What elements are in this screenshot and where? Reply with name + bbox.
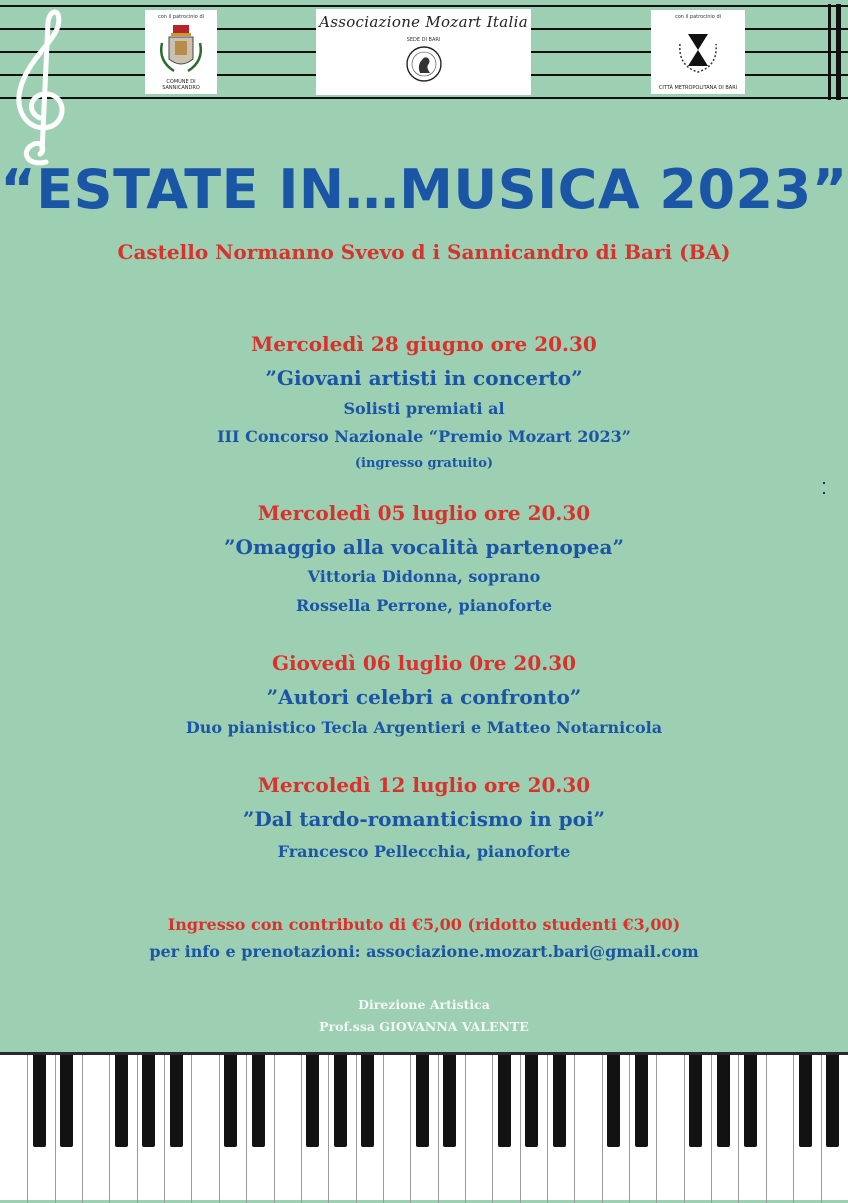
piano-white-key-divider [55, 1055, 56, 1203]
ticket-info: Ingresso con contributo di €5,00 (ridotto studenti €3,00) [0, 915, 848, 934]
event-2-date: Mercoledì 05 luglio ore 20.30 [0, 501, 848, 525]
piano-keyboard-icon [0, 1052, 848, 1200]
piano-black-key [252, 1055, 265, 1147]
piano-black-key [635, 1055, 648, 1147]
event-title: “ESTATE IN…MUSICA 2023” [0, 158, 848, 221]
piano-black-key [498, 1055, 511, 1147]
piano-white-key-divider [82, 1055, 83, 1203]
piano-white-key-divider [766, 1055, 767, 1203]
piano-white-key-divider [547, 1055, 548, 1203]
piano-black-key [826, 1055, 839, 1147]
piano-black-key [115, 1055, 128, 1147]
event-2-title: ”Omaggio alla vocalità partenopea” [0, 535, 848, 559]
piano-white-key-divider [219, 1055, 220, 1203]
event-1-note: (ingresso gratuito) [0, 456, 848, 471]
piano-black-key [443, 1055, 456, 1147]
piano-white-key-divider [602, 1055, 603, 1203]
piano-black-key [416, 1055, 429, 1147]
event-3-detail-1: Duo pianistico Tecla Argentieri e Matteo Notarnicola [0, 718, 848, 737]
piano-white-key-divider [574, 1055, 575, 1203]
piano-black-key [306, 1055, 319, 1147]
piano-black-key [799, 1055, 812, 1147]
decorative-specks [820, 482, 828, 496]
piano-white-key-divider [711, 1055, 712, 1203]
piano-white-key-divider [465, 1055, 466, 1203]
piano-black-key [689, 1055, 702, 1147]
piano-white-key-divider [410, 1055, 411, 1203]
piano-white-key-divider [274, 1055, 275, 1203]
citta-metropolitana-logo [651, 10, 745, 94]
staff-barline [828, 4, 831, 100]
piano-white-key-divider [383, 1055, 384, 1203]
associazione-seal-caption: SEDE DI BARI [407, 37, 441, 43]
piano-black-key [607, 1055, 620, 1147]
event-3-date: Giovedì 06 luglio 0re 20.30 [0, 651, 848, 675]
piano-black-key [334, 1055, 347, 1147]
venue-subtitle: Castello Normanno Svevo d i Sannicandro di Bari (BA) [0, 240, 848, 264]
piano-black-key [142, 1055, 155, 1147]
event-2-detail-2: Rossella Perrone, pianoforte [0, 596, 848, 615]
mozart-seal-icon [404, 44, 444, 84]
piano-white-key-divider [191, 1055, 192, 1203]
direction-name: Prof.ssa GIOVANNA VALENTE [0, 1019, 848, 1034]
comune-logo [145, 10, 217, 94]
piano-white-key-divider [684, 1055, 685, 1203]
piano-white-key-divider [492, 1055, 493, 1203]
comune-crest-icon [156, 23, 206, 77]
associazione-name: Associazione Mozart Italia [319, 13, 528, 31]
event-1-date: Mercoledì 28 giugno ore 20.30 [0, 332, 848, 356]
event-1-detail-2: III Concorso Nazionale “Premio Mozart 2023” [0, 427, 848, 446]
piano-black-key [744, 1055, 757, 1147]
piano-white-key-divider [109, 1055, 110, 1203]
event-3-title: ”Autori celebri a confronto” [0, 685, 848, 709]
piano-black-key [361, 1055, 374, 1147]
piano-white-key-divider [629, 1055, 630, 1203]
event-4-detail-1: Francesco Pellecchia, pianoforte [0, 842, 848, 861]
comune-logo-caption-bottom: COMUNE DI SANNICANDRO [148, 79, 214, 91]
event-2-detail-1: Vittoria Didonna, soprano [0, 567, 848, 586]
piano-white-key-divider [821, 1055, 822, 1203]
piano-black-key [33, 1055, 46, 1147]
piano-black-key [717, 1055, 730, 1147]
piano-white-key-divider [438, 1055, 439, 1203]
piano-white-key-divider [137, 1055, 138, 1203]
staff-barline-end [836, 4, 841, 100]
piano-white-key-divider [246, 1055, 247, 1203]
citta-metropolitana-emblem-icon [676, 30, 720, 76]
event-1-title: ”Giovani artisti in concerto” [0, 366, 848, 390]
piano-black-key [224, 1055, 237, 1147]
piano-white-key-divider [27, 1055, 28, 1203]
piano-black-key [60, 1055, 73, 1147]
contact-info: per info e prenotazioni: associazione.mozart.bari@gmail.com [0, 942, 848, 961]
piano-black-key [525, 1055, 538, 1147]
direction-label: Direzione Artistica [0, 997, 848, 1012]
associazione-logo [316, 9, 531, 95]
citta-logo-caption-bottom: CITTÀ METROPOLITANA DI BARI [659, 85, 737, 91]
piano-white-key-divider [164, 1055, 165, 1203]
treble-clef-icon [6, 2, 76, 172]
citta-logo-caption-top: con il patrocinio di [675, 14, 721, 20]
piano-white-key-divider [328, 1055, 329, 1203]
piano-black-key [553, 1055, 566, 1147]
piano-white-key-divider [520, 1055, 521, 1203]
piano-white-key-divider [356, 1055, 357, 1203]
piano-white-key-divider [656, 1055, 657, 1203]
piano-white-key-divider [793, 1055, 794, 1203]
comune-logo-caption-top: con il patrocinio di [158, 14, 204, 20]
piano-white-key-divider [738, 1055, 739, 1203]
piano-white-key-divider [301, 1055, 302, 1203]
event-4-title: ”Dal tardo-romanticismo in poi” [0, 807, 848, 831]
event-4-date: Mercoledì 12 luglio ore 20.30 [0, 773, 848, 797]
piano-black-key [170, 1055, 183, 1147]
event-1-detail-1: Solisti premiati al [0, 399, 848, 418]
